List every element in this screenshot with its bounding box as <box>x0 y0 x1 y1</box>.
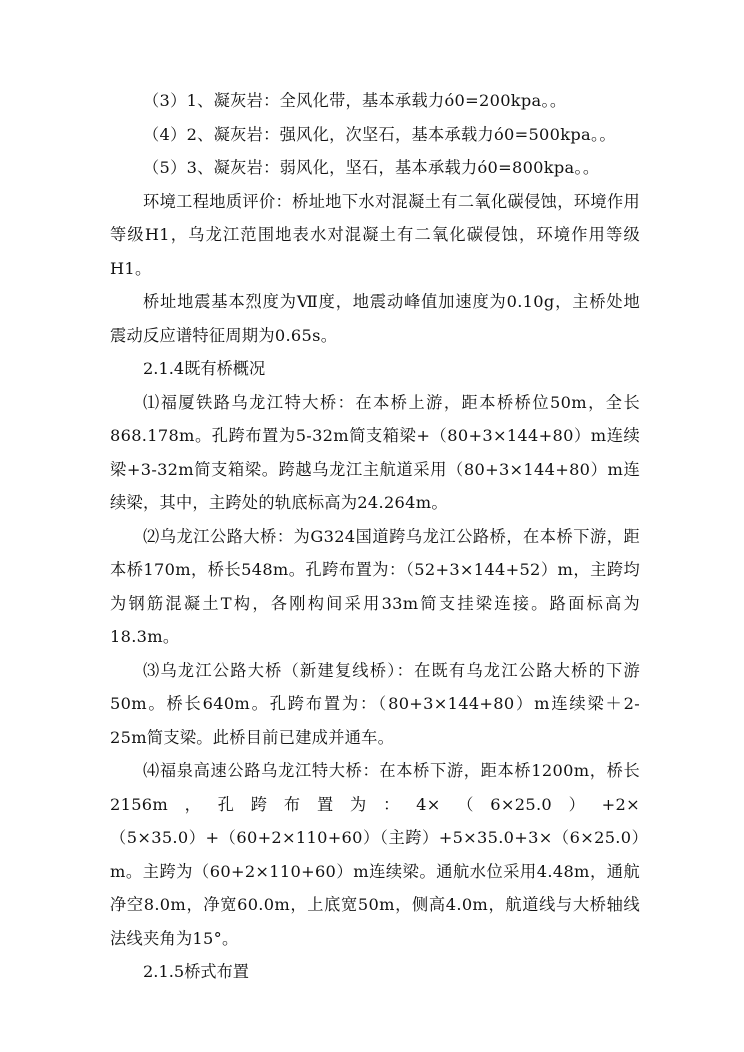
paragraph-environment-evaluation: 环境工程地质评价：桥址地下水对混凝土有二氧化碳侵蚀，环境作用等级H1，乌龙江范围地表水对混凝土有二氧化碳侵蚀，环境作用等级H1。 <box>110 191 640 278</box>
paragraph-weathered-tuff-2: （4）2、凝灰岩：强风化，次坚石，基本承载力ó0=500kpa。。 <box>143 124 616 144</box>
document-page <box>110 84 640 989</box>
paragraph-new-parallel-bridge: ⑶乌龙江公路大桥（新建复线桥）：在既有乌龙江公路大桥的下游50m。桥长640m。孔跨布置为：（80+3×144+80）m连续梁＋2-25m简支梁。此桥目前已建成并通车。 <box>110 660 640 747</box>
section-heading-existing-bridges: 2.1.4既有桥概况 <box>143 359 266 378</box>
paragraph-weathered-tuff-3: （5）3、凝灰岩：弱风化，坚石，基本承载力ó0=800kpa。。 <box>143 158 600 177</box>
section-heading-bridge-layout: 2.1.5桥式布置 <box>143 962 249 981</box>
paragraph-expressway-bridge: ⑷福泉高速公路乌龙江特大桥：在本桥下游，距本桥1200m，桥长2156m，孔跨布置为：4×（6×25.0）+2×（5×35.0）+（60+2×110+60）（主跨）+5×35.0+3×（6×25.0）m。主跨为（60+2×110+60）m连续梁。通航水位采用4.48m，通航净空8.0m，净宽60.0m，上底宽50m，侧高4.0m，航道线与大桥轴线法线夹角为15°。 <box>110 761 640 948</box>
paragraph-weathered-tuff-1: （3）1、凝灰岩：全风化带，基本承载力ó0=200kpa。。 <box>143 91 567 110</box>
paragraph-seismic: 桥址地震基本烈度为Ⅶ度，地震动峰值加速度为0.10g，主桥处地震动反应谱特征周期为0.65s。 <box>110 292 640 345</box>
paragraph-railway-bridge: ⑴福厦铁路乌龙江特大桥：在本桥上游，距本桥桥位50m，全长868.178m。孔跨布置为5-32m简支箱梁+（80+3×144+80）m连续梁+3-32m简支箱梁。跨越乌龙江主航道采用（80+3×144+80）m连续梁，其中，主跨处的轨底标高为24.264m。 <box>110 392 640 512</box>
paragraph-highway-bridge: ⑵乌龙江公路大桥：为G324国道跨乌龙江公路桥，在本桥下游，距本桥170m，桥长548m。孔跨布置为：（52+3×144+52）m，主跨均为钢筋混凝土T构，各刚构间采用33m简支挂梁连接。路面标高为18.3m。 <box>110 526 640 646</box>
